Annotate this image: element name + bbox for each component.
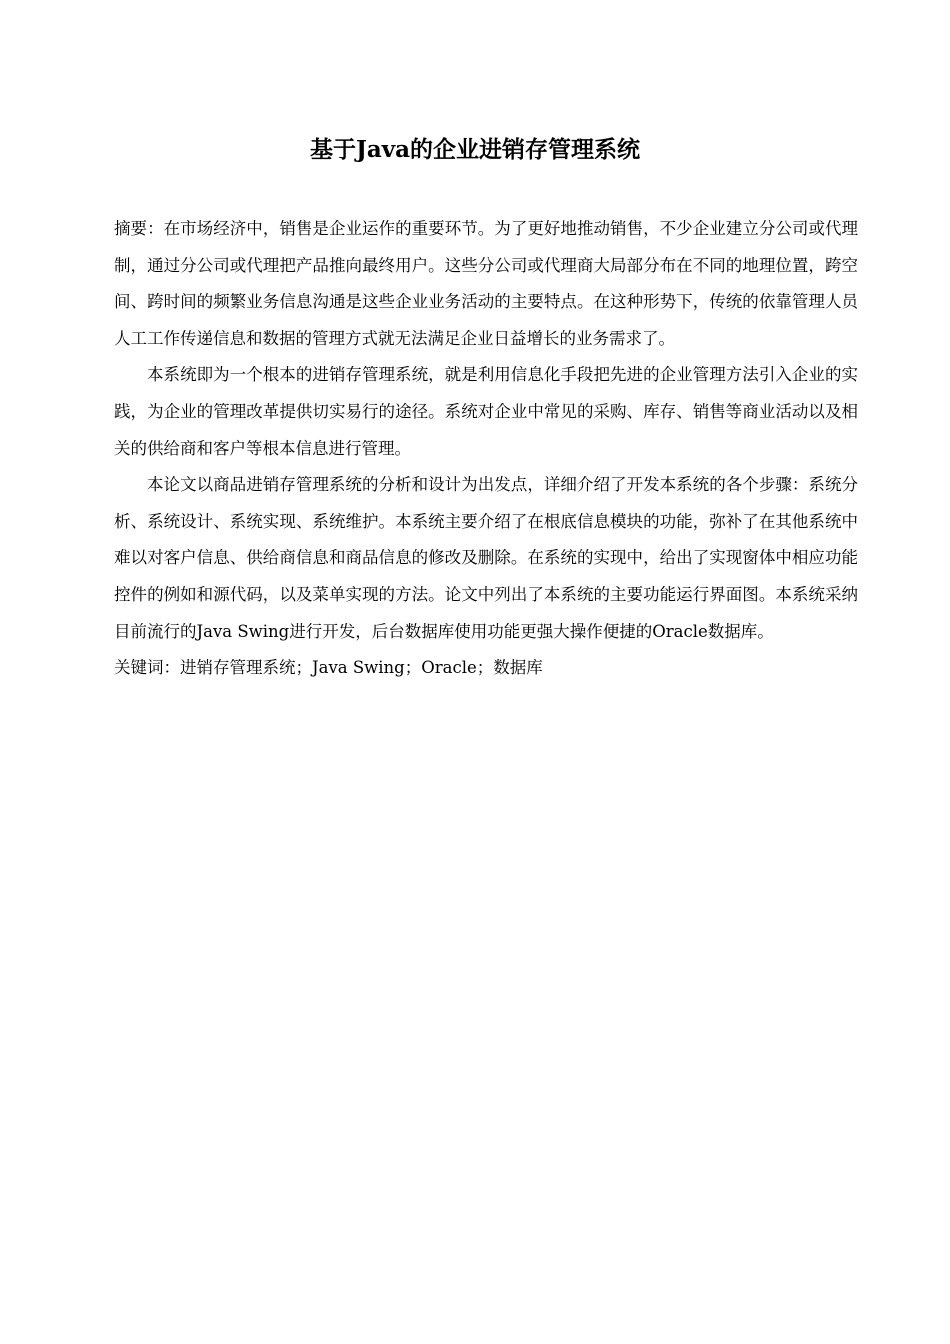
keywords-label: 关键词： [114,658,180,678]
abstract-section [114,211,858,687]
abstract-paragraph-1 [114,211,858,357]
document-title: 基于Java的企业进销存管理系统 [309,136,641,163]
abstract-label: 摘要： [114,219,164,238]
abstract-text-1: 在市场经济中，销售是企业运作的重要环节。为了更好地推动销售，不少企业建立分公司或代理制，通过分公司或代理把产品推向最终用户。这些分公司或代理商大局部分布在不同的地理位置，跨空间、跨时间的频繁业务信息沟通是这些企业业务活动的主要特点。在这种形势下，传统的依靠管理人员人工工作传递信息和数据的管理方式就无法满足企业日益增长的业务需求了。 [114,219,859,348]
keywords-text: 进销存管理系统；Java Swing；Oracle；数据库 [180,658,543,678]
keywords-line [114,650,858,687]
abstract-paragraph-3: 本论文以商品进销存管理系统的分析和设计为出发点，详细介绍了开发本系统的各个步骤：系统分析、系统设计、系统实现、系统维护。本系统主要介绍了在根底信息模块的功能，弥补了在其他系统中难以对客户信息、供给商信息和商品信息的修改及删除。在系统的实现中，给出了实现窗体中相应功能控件的例如和源代码，以及菜单实现的方法。论文中列出了本系统的主要功能运行界面图。本系统采纳目前流行的Java Swing进行开发，后台数据库使用功能更强大操作便捷的Oracle数据库。 [114,475,858,641]
abstract-paragraph-2: 本系统即为一个根本的进销存管理系统，就是利用信息化手段把先进的企业管理方法引入企业的实践，为企业的管理改革提供切实易行的途径。系统对企业中常见的采购、库存、销售等商业活动以及相关的供给商和客户等根本信息进行管理。 [114,365,858,458]
